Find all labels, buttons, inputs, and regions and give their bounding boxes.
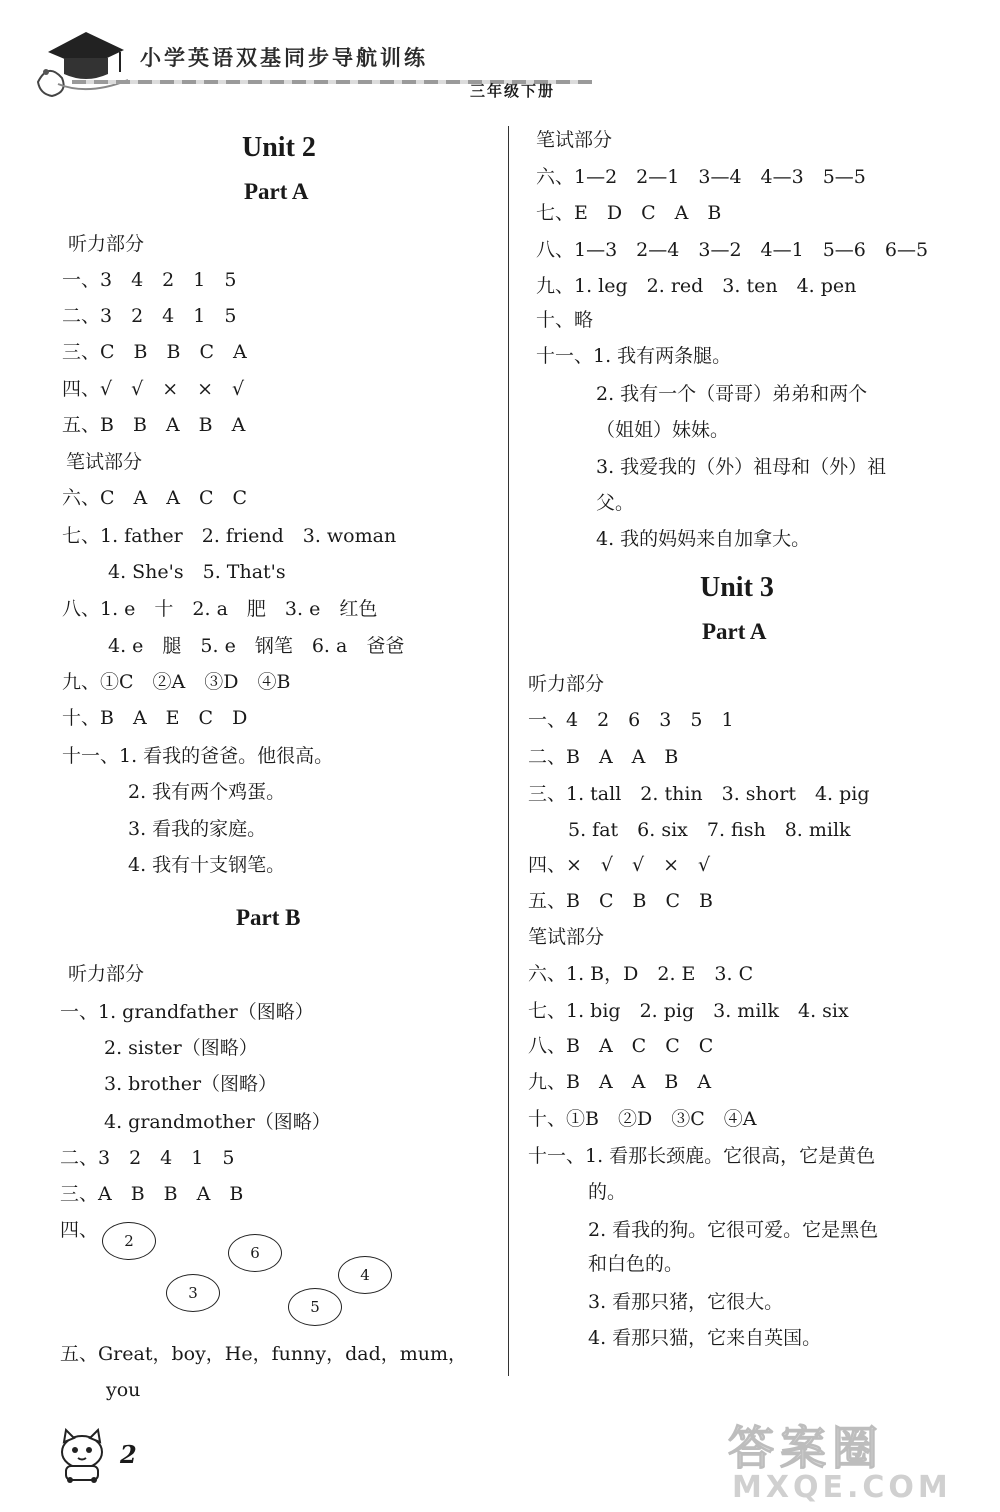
answer-line: 听力部分 — [68, 233, 145, 255]
answer-line: 和白色的。 — [588, 1253, 684, 1275]
column-divider — [508, 126, 509, 1376]
answer-line: 十、①B ②D ③C ④A — [528, 1108, 757, 1130]
grade-label: 三年级下册 — [470, 82, 556, 100]
answer-line: 三、C B B C A — [62, 341, 247, 363]
cartoon-cat-icon — [52, 1428, 112, 1484]
answer-line: 六、1—2 2—1 3—4 4—3 5—5 — [536, 166, 866, 188]
answer-line: 4. 我有十支钢笔。 — [128, 854, 286, 876]
answer-line: 十一、1. 看我的爸爸。他很高。 — [62, 745, 334, 767]
answer-line: （姐姐）妹妹。 — [596, 419, 730, 441]
answer-line: 4. 我的妈妈来自加拿大。 — [596, 528, 811, 550]
answer-line: 一、1. grandfather（图略） — [60, 1001, 314, 1023]
unit-2-title: Unit 2 — [242, 132, 316, 163]
answer-line: 3. brother（图略） — [104, 1073, 278, 1095]
unit-2-part-b-title: Part B — [236, 905, 301, 930]
answer-line: 十一、1. 我有两条腿。 — [536, 345, 732, 367]
answer-line: 三、A B B A B — [60, 1183, 244, 1205]
answer-line: 二、3 2 4 1 5 — [62, 305, 237, 327]
answer-line: 七、1. father 2. friend 3. woman — [62, 525, 397, 547]
answer-circle: 2 — [102, 1222, 156, 1260]
answer-circle: 6 — [228, 1234, 282, 1272]
answer-line: 三、1. tall 2. thin 3. short 4. pig — [528, 783, 870, 805]
answer-line: 八、1. e 十 2. a 肥 3. e 红色 — [62, 598, 378, 620]
unit-3-title: Unit 3 — [700, 572, 774, 603]
unit-2-part-a-title: Part A — [244, 179, 309, 204]
answer-line: 八、B A C C C — [528, 1035, 714, 1057]
answer-line: 九、B A A B A — [528, 1071, 712, 1093]
answer-line: 五、Great，boy，He，funny，dad，mum， — [60, 1343, 468, 1365]
answer-line: 九、①C ②A ③D ④B — [62, 671, 291, 693]
unit-3-part-a-title: Part A — [702, 619, 767, 644]
answer-line: 笔试部分 — [536, 129, 613, 151]
answer-line: 十一、1. 看那长颈鹿。它很高，它是黄色 — [528, 1145, 876, 1167]
page-header — [0, 0, 1000, 110]
answer-line: 3. 看那只猪，它很大。 — [588, 1291, 784, 1313]
answer-line: 二、B A A B — [528, 746, 679, 768]
watermark — [718, 1412, 988, 1508]
answer-line: 二、3 2 4 1 5 — [60, 1147, 235, 1169]
answer-line: 的。 — [588, 1181, 627, 1203]
answer-line: 2. sister（图略） — [104, 1037, 258, 1059]
answer-line: 3. 看我的家庭。 — [128, 818, 267, 840]
answer-line: 听力部分 — [68, 963, 145, 985]
answer-line: 2. 看我的狗。它很可爱。它是黑色 — [588, 1219, 879, 1241]
answer-line: 一、4 2 6 3 5 1 — [528, 709, 734, 731]
answer-circle: 5 — [288, 1288, 342, 1326]
answer-line: 2. 我有一个（哥哥）弟弟和两个 — [596, 383, 868, 405]
answer-line: you — [106, 1379, 141, 1401]
answer-line: 4. grandmother（图略） — [104, 1111, 331, 1133]
answer-line: 四、× √ √ × √ — [528, 854, 711, 876]
graduation-cap-logo-icon — [28, 22, 138, 102]
answer-line: 3. 我爱我的（外）祖母和（外）祖 — [596, 456, 887, 478]
answer-line: 4. 看那只猫，它来自英国。 — [588, 1327, 822, 1349]
answer-line: 4. She's 5. That's — [108, 561, 286, 583]
answer-line: 六、1. B，D 2. E 3. C — [528, 963, 754, 985]
answer-line: 五、B C B C B — [528, 890, 713, 912]
answer-circle: 4 — [338, 1256, 392, 1294]
answer-line: 八、1—3 2—4 3—2 4—1 5—6 6—5 — [536, 239, 929, 261]
watermark-url: MXQE.COM — [732, 1470, 952, 1505]
watermark-text: 答案圈 — [728, 1421, 884, 1475]
book-title: 小学英语双基同步导航训练 — [140, 46, 428, 70]
answer-line: 十、B A E C D — [62, 707, 248, 729]
answer-line: 九、1. leg 2. red 3. ten 4. pen — [536, 275, 857, 297]
answer-line: 听力部分 — [528, 673, 605, 695]
answer-line: 十、略 — [536, 309, 594, 331]
answer-line: 一、3 4 2 1 5 — [62, 269, 237, 291]
answer-line: 笔试部分 — [528, 926, 605, 948]
answer-line: 四、 — [60, 1219, 99, 1241]
answer-line: 5. fat 6. six 7. fish 8. milk — [568, 819, 851, 841]
answer-line: 4. e 腿 5. e 钢笔 6. a 爸爸 — [108, 635, 405, 657]
answer-line: 四、√ √ × × √ — [62, 378, 245, 400]
answer-line: 五、B B A B A — [62, 414, 246, 436]
answer-circle: 3 — [166, 1274, 220, 1312]
answer-line: 七、1. big 2. pig 3. milk 4. six — [528, 1000, 849, 1022]
answer-line: 父。 — [596, 492, 635, 514]
answer-line: 七、E D C A B — [536, 202, 722, 224]
answer-line: 六、C A A C C — [62, 487, 248, 509]
answer-line: 2. 我有两个鸡蛋。 — [128, 781, 286, 803]
page-number: 2 — [120, 1440, 137, 1469]
answer-line: 笔试部分 — [66, 451, 143, 473]
